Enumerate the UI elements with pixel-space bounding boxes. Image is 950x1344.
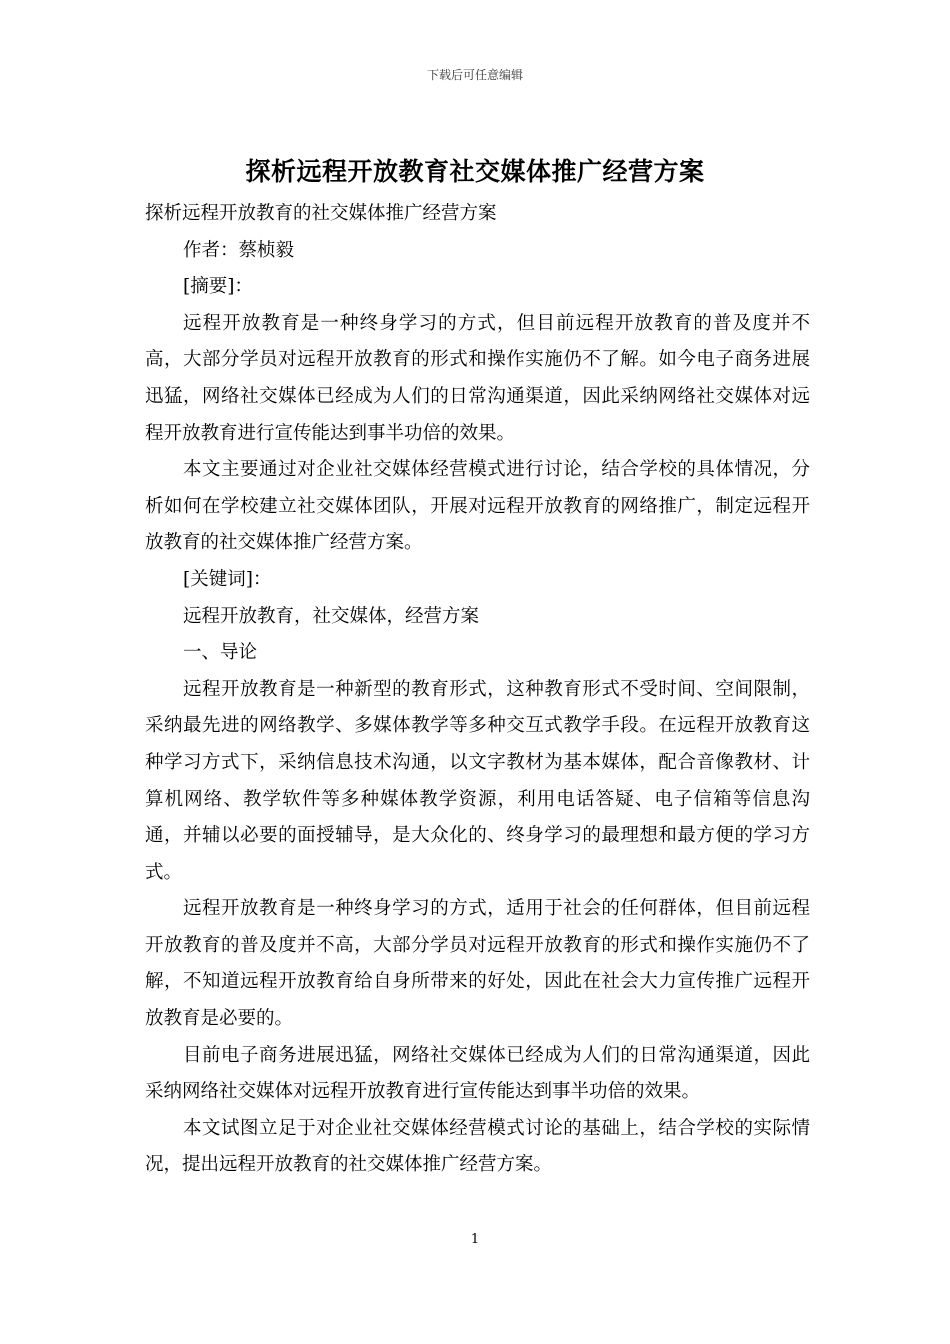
body-paragraph: 远程开放教育是一种新型的教育形式，这种教育形式不受时间、空间限制，采纳最先进的网络教学、多媒体教学等多种交互式教学手段。在远程开放教育这种学习方式下，采纳信息技术沟通，以文字教材为基本媒体，配合音像教材、计算机网络、教学软件等多种媒体教学资源，利用电话答疑、电子信箱等信息沟通，并辅以必要的面授辅导，是大众化的、终身学习的最理想和最方便的学习方式。: [145, 678, 810, 883]
page-number: 1: [470, 1232, 480, 1247]
section-heading: 一、导论: [183, 642, 258, 664]
body-paragraph: 远程开放教育是一种终身学习的方式，适用于社会的任何群体，但目前远程开放教育的普及度并不高，大部分学员对远程开放教育的形式和操作实施仍不了解，不知道远程开放教育给自身所带来的好处，因此在社会大力宣传推广远程开放教育是必要的。: [145, 898, 810, 1030]
body-paragraph: 本文试图立足于对企业社交媒体经营模式讨论的基础上，结合学校的实际情况，提出远程开放教育的社交媒体推广经营方案。: [145, 1117, 810, 1176]
keywords-text: 远程开放教育，社交媒体，经营方案: [183, 605, 480, 627]
document-subtitle: 探析远程开放教育的社交媒体推广经营方案: [145, 203, 497, 224]
document-body: [145, 196, 810, 1184]
abstract-paragraph: 本文主要通过对企业社交媒体经营模式进行讨论，结合学校的具体情况，分析如何在学校建立社交媒体团队，开展对远程开放教育的网络推广，制定远程开放教育的社交媒体推广经营方案。: [145, 459, 810, 554]
body-paragraph: 目前电子商务进展迅猛，网络社交媒体已经成为人们的日常沟通渠道，因此采纳网络社交媒体对远程开放教育进行宣传能达到事半功倍的效果。: [145, 1044, 810, 1103]
abstract-paragraph: 远程开放教育是一种终身学习的方式，但目前远程开放教育的普及度并不高，大部分学员对远程开放教育的形式和操作实施仍不了解。如今电子商务进展迅猛，网络社交媒体已经成为人们的日常沟通渠道，因此采纳网络社交媒体对远程开放教育进行宣传能达到事半功倍的效果。: [145, 312, 810, 444]
header-note: 下载后可任意编辑: [426, 68, 523, 82]
abstract-label: [摘要]：: [183, 276, 253, 298]
author-line: 作者：蔡桢毅: [183, 239, 295, 261]
keywords-label: [关键词]：: [183, 568, 272, 590]
document-title: 探析远程开放教育社交媒体推广经营方案: [245, 157, 705, 186]
